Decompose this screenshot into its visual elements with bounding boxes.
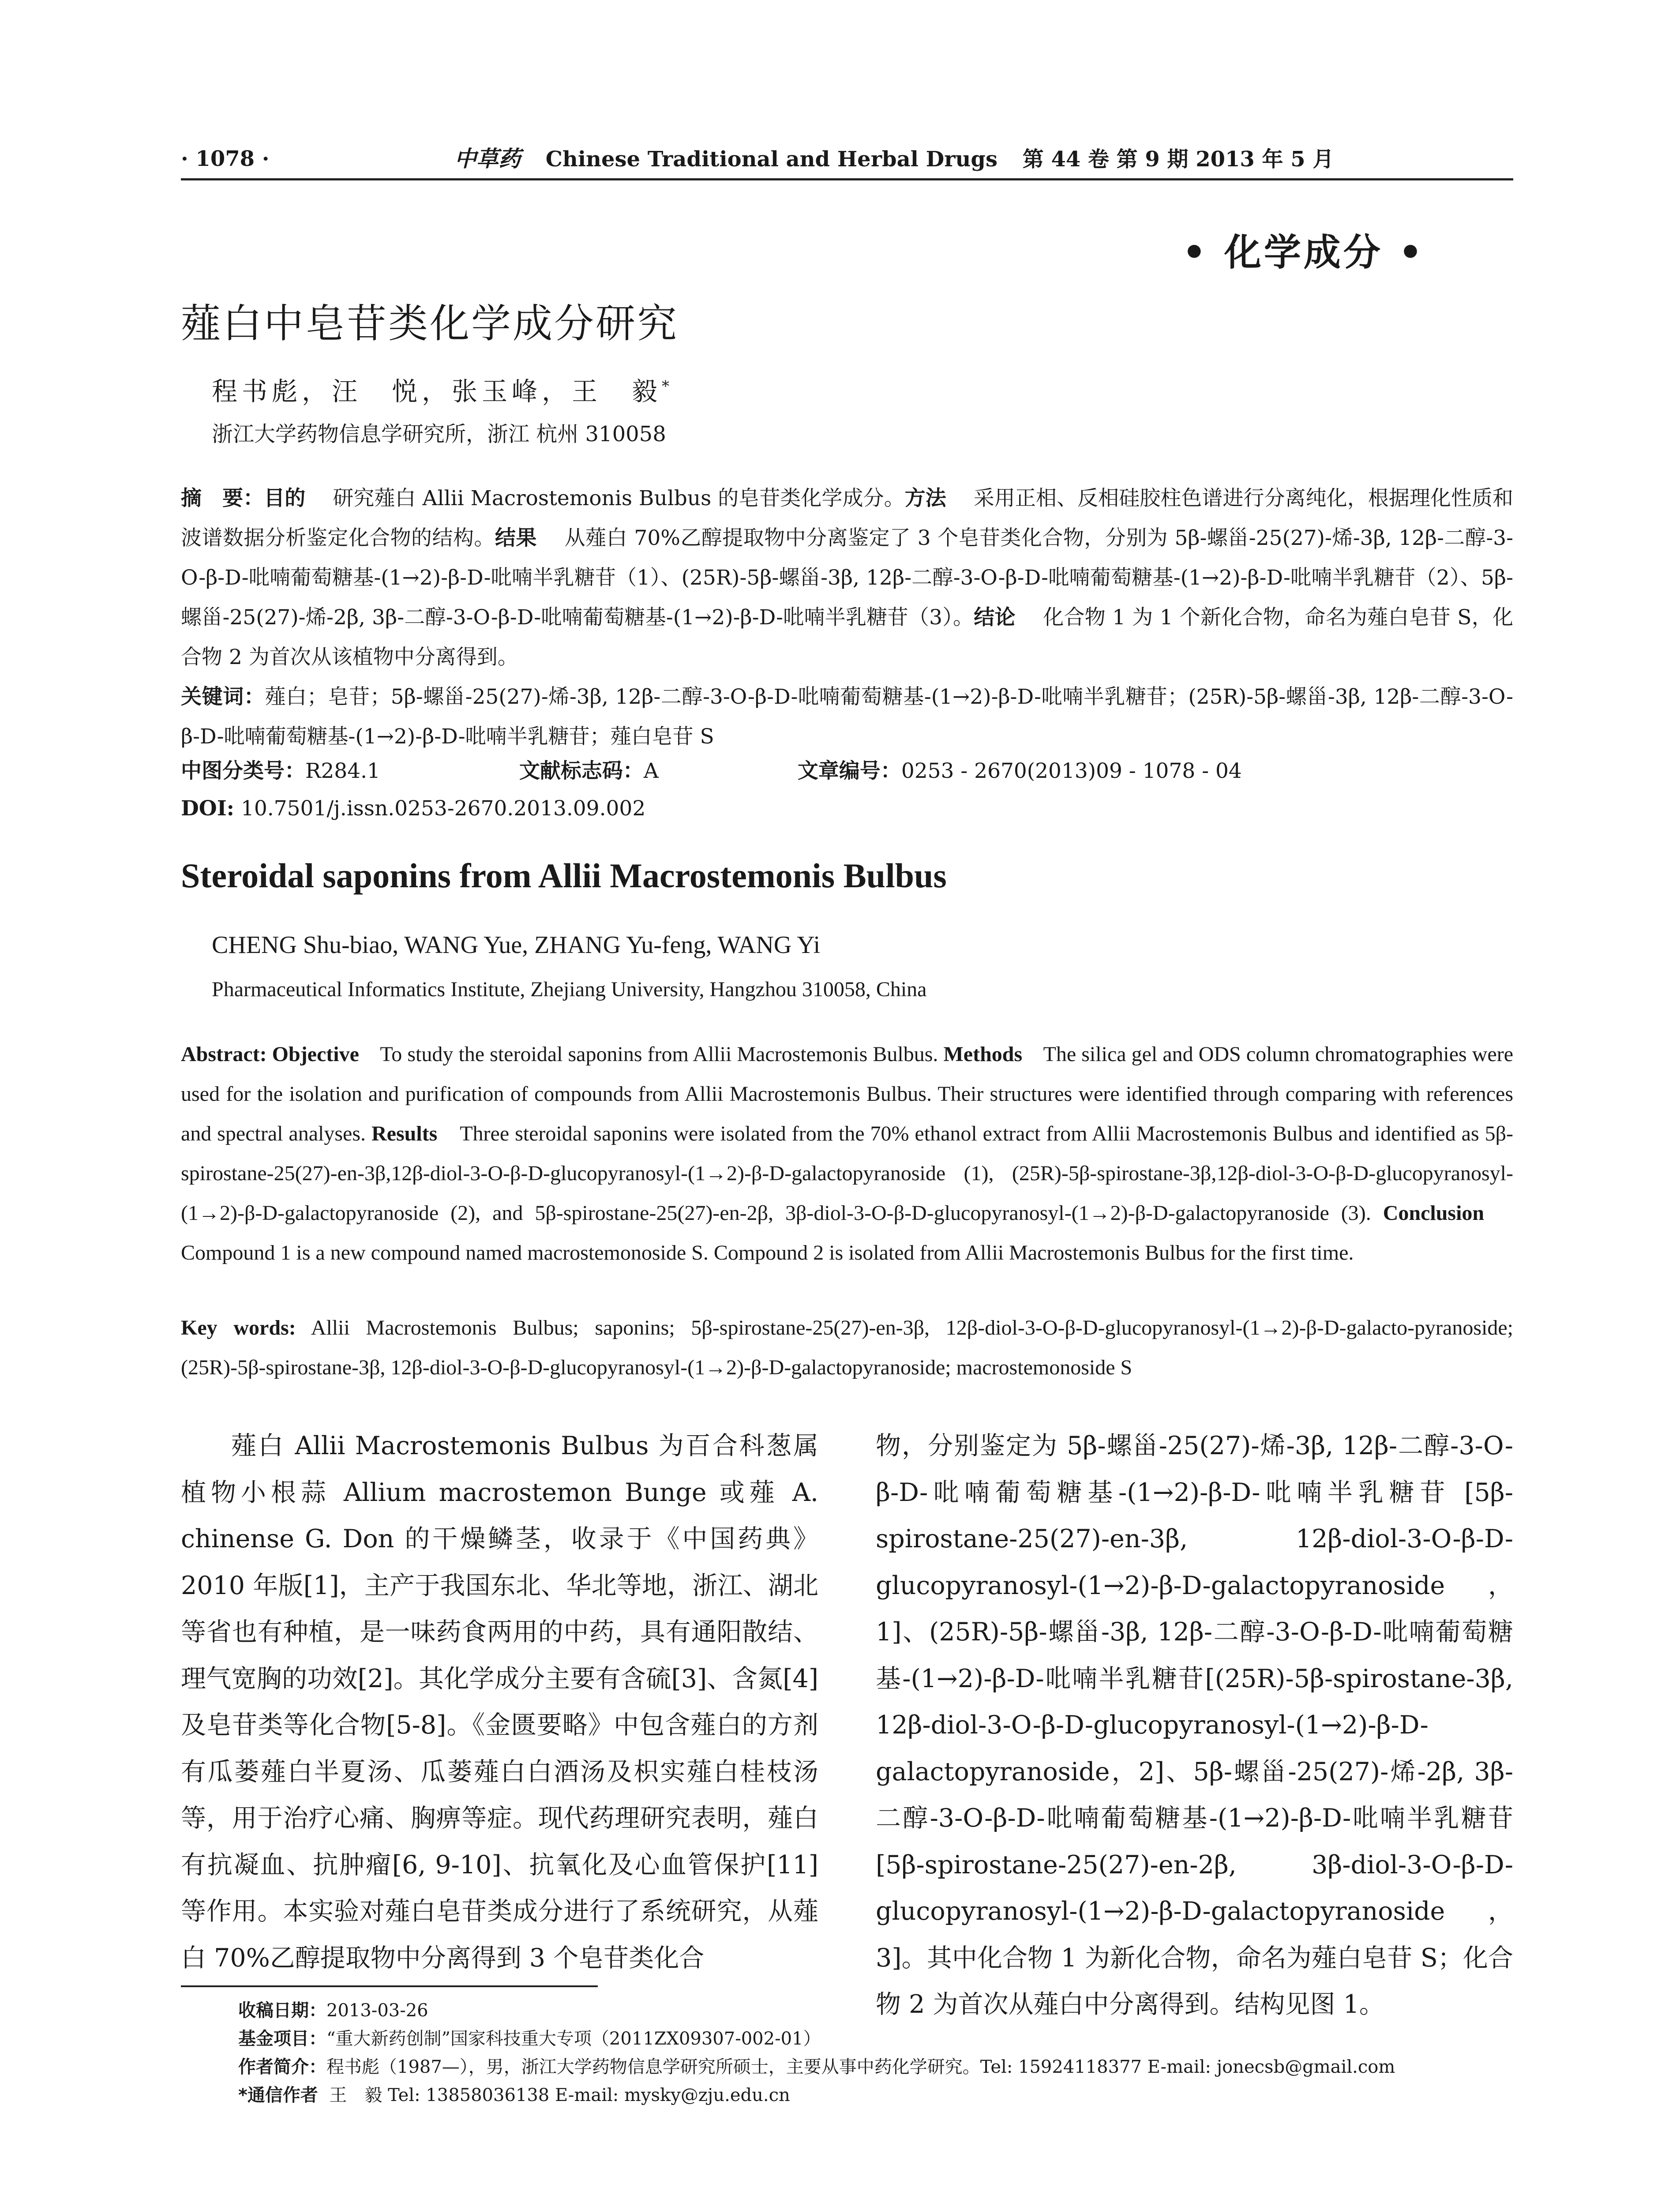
footnote-fund <box>238 2025 1518 2053</box>
doc-code <box>519 759 725 783</box>
fund-value: “重大新药创制”国家科技重大专项（2011ZX09307-002-01） <box>326 2029 821 2049</box>
clc-label: 中图分类号： <box>181 759 305 783</box>
affiliation-en: Pharmaceutical Informatics Institute, Zhejiang University, Hangzhou 310058, China <box>212 978 927 1001</box>
authors-cn <box>212 371 669 408</box>
journal-line <box>454 141 1334 177</box>
methods-label-en: Methods <box>943 1043 1023 1066</box>
doc-code-value: A <box>643 759 659 783</box>
authors-en: CHENG Shu-biao, WANG Yue, ZHANG Yu-feng, WANG Yi <box>212 931 821 959</box>
doi-label: DOI: <box>181 796 235 821</box>
keywords-cn-text: 薤白；皂苷；5β-螺甾-25(27)-烯-3β, 12β-二醇-3-O-β-D-吡喃葡萄糖基-(1→2)-β-D-吡喃半乳糖苷；(25R)-5β-螺甾-3β, 12β-二醇-3-O-β-D-吡喃葡萄糖基-(1→2)-β-D-吡喃半乳糖苷；薤白皂苷 S <box>181 685 1514 749</box>
keywords-en-text: Allii Macrostemonis Bulbus; saponins; 5β-spirostane-25(27)-en-3β, 12β-diol-3-O-β-D-glucopyranosyl-(1→2)-β-D-galacto-pyranoside; (25R)-5β-spirostane-3β, 12β-diol-3-O-β-D-glucopyranosyl-(1→2)-β-D-galactopyranoside; macrostemonoside S <box>181 1316 1513 1379</box>
received-label: 收稿日期： <box>238 2000 326 2021</box>
results-en: Three steroidal saponins were isolated from the 70% ethanol extract from Allii Macrostemonis Bulbus and identified as 5β-spirostane-25(27)-en-3β,12β-diol-3-O-β-D-glucopyranosyl-(1→2)-β-D-galactopyranoside (1), (25R)-5β-spirostane-3β,12β-diol-3-O-β-D-glucopyranosyl-(1→2)-β-D-galactopyranoside (2), and 5β-spirostane-25(27)-en-2β, 3β-diol-3-O-β-D-glucopyranosyl-(1→2)-β-D-galactopyranoside (3). <box>181 1122 1513 1225</box>
footnote-received <box>238 1996 1518 2025</box>
keywords-en-label: Key words: <box>181 1316 296 1339</box>
author-label: 作者简介： <box>238 2057 326 2077</box>
body-right-text: 物，分别鉴定为 5β-螺甾-25(27)-烯-3β, 12β-二醇-3-O-β-D-吡喃葡萄糖基-(1→2)-β-D-吡喃半乳糖苷 [5β-spirostane-25(27)-en-3β, 12β-diol-3-O-β-D-glucopyranosyl-(1→2)-β-D-galactopyranoside，1]、(25R)-5β-螺甾-3β, 12β-二醇-3-O-β-D-吡喃葡萄糖基-(1→2)-β-D-吡喃半乳糖苷[(25R)-5β-spirostane-3β, 12β-diol-3-O-β-D-glucopyranosyl-(1→2)-β-D-galactopyranoside，2]、5β-螺甾-25(27)-烯-2β, 3β-二醇-3-O-β-D-吡喃葡萄糖基-(1→2)-β-D-吡喃半乳糖苷 [5β-spirostane-25(27)-en-2β, 3β-diol-3-O-β-D-glucopyranosyl-(1→2)-β-D-galactopyranoside，3]。其中化合物 1 为新化合物，命名为薤白皂苷 S；化合物 2 为首次从薤白中分离得到。结构见图 1。 <box>876 1431 1513 2019</box>
abstract-cn-label: 摘 要： <box>181 486 264 510</box>
conclusion-label-cn: 结论 <box>974 605 1016 630</box>
footnotes <box>238 1996 1518 2109</box>
abstract-cn <box>181 479 1513 677</box>
corr-value: 王 毅 Tel: 13858036138 E-mail: mysky@zju.edu.cn <box>329 2085 790 2105</box>
doc-code-label: 文献标志码： <box>519 759 644 783</box>
section-label: • 化学成分 • <box>1182 231 1425 274</box>
journal-name-en: Chinese Traditional and Herbal Drugs <box>545 147 998 172</box>
conclusion-cn: 化合物 1 为 1 个新化合物，命名为薤白皂苷 S，化合物 2 为首次从该植物中分离得到。 <box>181 605 1513 669</box>
abstract-en-label: Abstract: Objective <box>181 1043 359 1066</box>
doi-value: 10.7501/j.issn.0253-2670.2013.09.002 <box>241 796 646 821</box>
article-number-value: 0253 - 2670(2013)09 - 1078 - 04 <box>901 759 1242 783</box>
footnote-author <box>238 2053 1518 2081</box>
received-value: 2013-03-26 <box>326 2000 428 2021</box>
article-number-label: 文章编号： <box>797 759 901 783</box>
objective-cn: 研究薤白 Allii Macrostemonis Bulbus 的皂苷类化学成分。 <box>333 486 905 510</box>
conclusion-en: Compound 1 is a new compound named macrostemonoside S. Compound 2 is isolated from Allii Macrostemonis Bulbus for the first time. <box>181 1241 1354 1264</box>
doi <box>181 796 645 821</box>
footnote-corresponding <box>238 2081 1518 2109</box>
clc-value: R284.1 <box>305 759 380 783</box>
classification-row <box>181 754 1374 784</box>
keywords-cn-label: 关键词： <box>181 685 265 709</box>
results-label-en: Results <box>371 1122 438 1145</box>
results-label-cn: 结果 <box>495 526 537 550</box>
corresponding-mark: * <box>662 377 670 395</box>
body-left-text: 薤白 Allii Macrostemonis Bulbus 为百合科葱属植物小根蒜 Allium macrostemon Bunge 或薤 A. chinense G. Don 的干燥鳞茎，收录于《中国药典》2010 年版[1]，主产于我国东北、华北等地，浙江、湖北等省也有种植，是一味药食两用的中药，具有通阳散结、理气宽胸的功效[2]。其化学成分主要有含硫[3]、含氮[4]及皂苷类等化合物[5-8]。《金匮要略》中包含薤白的方剂有瓜蒌薤白半夏汤、瓜蒌薤白白酒汤及枳实薤白桂枝汤等，用于治疗心痛、胸痹等症。现代药理研究表明，薤白有抗凝血、抗肿瘤[6, 9-10]、抗氧化及心血管保护[11]等作用。本实验对薤白皂苷类成分进行了系统研究，从薤白 70%乙醇提取物中分离得到 3 个皂苷类化合 <box>181 1431 818 1973</box>
keywords-cn <box>181 677 1513 757</box>
author-value: 程书彪（1987—），男，浙江大学药物信息学研究所硕士，主要从事中药化学研究。Tel: 15924118377 E-mail: jonecsb@gmail.com <box>326 2057 1395 2077</box>
fund-label: 基金项目： <box>238 2029 326 2049</box>
results-cn: 从薤白 70%乙醇提取物中分离鉴定了 3 个皂苷类化合物，分别为 5β-螺甾-25(27)-烯-3β, 12β-二醇-3-O-β-D-吡喃葡萄糖基-(1→2)-β-D-吡喃半乳糖苷（1）、(25R)-5β-螺甾-3β, 12β-二醇-3-O-β-D-吡喃葡萄糖基-(1→2)-β-D-吡喃半乳糖苷（2）、5β-螺甾-25(27)-烯-2β, 3β-二醇-3-O-β-D-吡喃葡萄糖基-(1→2)-β-D-吡喃半乳糖苷（3）。 <box>181 526 1513 630</box>
article-number <box>798 759 1308 783</box>
corr-label: *通信作者 <box>238 2085 318 2105</box>
page-number: · 1078 · <box>181 146 270 171</box>
footnote-rule <box>181 1985 598 1987</box>
title-cn: 薤白中皂苷类化学成分研究 <box>181 300 679 347</box>
journal-issue: 第 44 卷 第 9 期 2013 年 5 月 <box>1022 147 1334 172</box>
journal-name-cn: 中草药 <box>454 146 521 172</box>
body-left-column <box>181 1423 818 1981</box>
running-header <box>181 141 1513 176</box>
body-right-column <box>876 1423 1513 2028</box>
conclusion-label-en: Conclusion <box>1383 1201 1485 1225</box>
keywords-en <box>181 1308 1513 1388</box>
abstract-en <box>181 1035 1513 1273</box>
methods-en: The silica gel and ODS column chromatographies were used for the isolation and purification of compounds from Allii Macrostemonis Bulbus. Their structures were identified through comparing with references and spectral analyses. <box>181 1043 1514 1145</box>
objective-label-cn: 目的 <box>264 486 306 510</box>
affiliation-cn: 浙江大学药物信息学研究所，浙江 杭州 310058 <box>212 422 666 446</box>
methods-label-cn: 方法 <box>904 486 946 510</box>
objective-en: To study the steroidal saponins from Allii Macrostemonis Bulbus. <box>380 1043 938 1066</box>
title-en: Steroidal saponins from Allii Macrostemonis Bulbus <box>181 856 947 895</box>
header-rule <box>181 178 1513 180</box>
authors-cn-text: 程书彪，汪 悦，张玉峰，王 毅 <box>212 376 662 406</box>
clc <box>181 759 446 783</box>
methods-cn: 采用正相、反相硅胶柱色谱进行分离纯化，根据理化性质和波谱数据分析鉴定化合物的结构。 <box>181 486 1514 550</box>
